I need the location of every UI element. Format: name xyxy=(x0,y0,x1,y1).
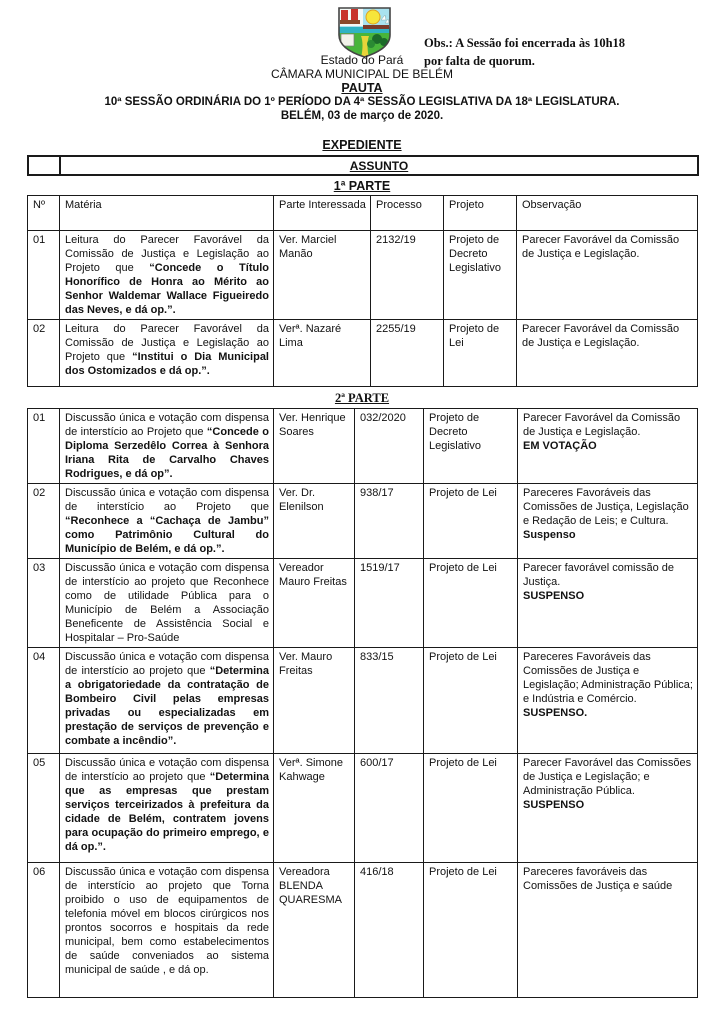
cell-projeto: Projeto de Lei xyxy=(424,484,518,559)
part1-heading: 1ª PARTE xyxy=(333,179,391,193)
cell-materia xyxy=(60,320,274,387)
obs-status: SUSPENSO xyxy=(523,590,585,602)
cell-materia xyxy=(60,484,274,559)
cell-materia xyxy=(60,648,274,754)
obs-text: Parecer Favorável das Comissões de Justiça e Legislação; e Administração Pública. xyxy=(523,757,692,797)
cell-processo: 1519/17 xyxy=(355,559,424,648)
table-row xyxy=(28,863,698,998)
col-header-materia: Matéria xyxy=(60,196,274,231)
cell-num: 06 xyxy=(28,863,60,998)
cell-materia xyxy=(60,409,274,484)
cell-num: 02 xyxy=(28,484,60,559)
materia-text: Discussão única e votação com dispensa de interstício ao projeto que Torna proibido o uso de equipamentos de telefonia móvel em blocos cirúrgicos nos prontos socorros e hospitais da rede municipal, bem como estabelecimentos de saúde conveniados ao sistema municipal de saúde , e dá op. xyxy=(65,866,269,976)
materia-title: “Determina que as empresas que prestam serviços terceirizados à prefeitura da cidade de Belém, contratem jovens para ocupação do primeiro emprego, e dá op.”. xyxy=(65,771,269,853)
table-header-row xyxy=(28,196,698,231)
cell-observacao xyxy=(518,648,698,754)
cell-parte: Ver. Marciel Manão xyxy=(274,231,371,320)
table-row xyxy=(28,648,698,754)
obs-text: Parecer Favorável da Comissão de Justiça e Legislação. xyxy=(522,323,680,349)
cell-materia xyxy=(60,754,274,863)
cell-processo: 833/15 xyxy=(355,648,424,754)
col-header-parte: Parte Interessada xyxy=(274,196,371,231)
obs-text: Parecer Favorável da Comissão de Justiça e Legislação. xyxy=(522,234,680,260)
cell-parte: Vereadora BLENDA QUARESMA xyxy=(274,863,355,998)
agenda-table-part1 xyxy=(27,195,698,387)
cell-num: 01 xyxy=(28,409,60,484)
cell-projeto: Projeto de Lei xyxy=(424,754,518,863)
cell-observacao xyxy=(518,863,698,998)
assunto-heading: ASSUNTO xyxy=(60,156,698,175)
cell-processo: 2255/19 xyxy=(371,320,444,387)
session-title: 10ª SESSÃO ORDINÁRIA DO 1º PERÍODO DA 4ª SESSÃO LEGISLATIVA DA 18ª LEGISLATURA. xyxy=(104,96,620,108)
cell-projeto: Projeto de Lei xyxy=(424,863,518,998)
cell-observacao xyxy=(518,559,698,648)
materia-text: Discussão única e votação com dispensa de interstício ao projeto que xyxy=(65,757,269,783)
cell-num: 05 xyxy=(28,754,60,863)
obs-status: EM VOTAÇÃO xyxy=(523,440,597,452)
cell-processo: 416/18 xyxy=(355,863,424,998)
cell-projeto: Projeto de Lei xyxy=(424,559,518,648)
cell-projeto: Projeto de Lei xyxy=(444,320,517,387)
cell-observacao xyxy=(518,484,698,559)
materia-title: “Concede o Diploma Serzedêlo Correa à Senhora Iriana Rita de Carvalho Chaves Rodrigues, e dá op”. xyxy=(65,426,270,480)
obs-text: Pareceres Favoráveis das Comissões de Justiça, Legislação e Redação de Leis; e Cultura. xyxy=(523,487,689,527)
obs-text: Parecer Favorável da Comissão de Justiça e Legislação. xyxy=(523,412,681,438)
materia-text: Discussão única e votação com dispensa de interstício ao projeto que Reconhece como de utilidade Pública para o Município de Belém a Associação Beneficente de Assistência Social e Hospitalar – Pro-Saúde xyxy=(65,562,269,644)
part2-heading: 2ª PARTE xyxy=(334,391,390,405)
obs-status: Suspenso xyxy=(523,529,576,541)
cell-observacao xyxy=(518,754,698,863)
state-label: Estado do Pará xyxy=(320,53,404,67)
cell-observacao xyxy=(518,409,698,484)
agenda-table-part2 xyxy=(27,408,698,998)
cell-materia xyxy=(60,559,274,648)
expediente-heading: EXPEDIENTE xyxy=(322,138,402,152)
session-closed-note-line2: por falta de quorum. xyxy=(424,53,535,68)
table-row xyxy=(28,409,698,484)
cell-processo: 600/17 xyxy=(355,754,424,863)
obs-text: Parecer favorável comissão de Justiça. xyxy=(523,562,675,588)
materia-text: Discussão única e votação com dispensa de interstício ao projeto que xyxy=(65,651,269,677)
cell-num: 01 xyxy=(28,231,60,320)
cell-projeto: Projeto de Lei xyxy=(424,648,518,754)
cell-observacao xyxy=(517,320,698,387)
obs-status: SUSPENSO. xyxy=(523,707,588,719)
cell-parte: Ver. Mauro Freitas xyxy=(274,648,355,754)
assunto-table xyxy=(27,155,699,176)
cell-observacao xyxy=(517,231,698,320)
cell-num: 04 xyxy=(28,648,60,754)
cell-parte: Ver. Dr. Elenilson xyxy=(274,484,355,559)
table-row xyxy=(28,559,698,648)
cell-parte: Verª. Nazaré Lima xyxy=(274,320,371,387)
session-closed-note-line1: Obs.: A Sessão foi encerrada às 10h18 xyxy=(424,36,626,50)
cell-materia xyxy=(60,231,274,320)
cell-num: 02 xyxy=(28,320,60,387)
belem-coat-of-arms-icon xyxy=(337,6,392,60)
cell-parte: Ver. Henrique Soares xyxy=(274,409,355,484)
col-header-processo: Processo xyxy=(371,196,444,231)
obs-text: Pareceres Favoráveis das Comissões de Justiça e Legislação; Administração Pública; e Indústria e Comércio. xyxy=(523,651,693,705)
materia-title: “Institui o Dia Municipal dos Ostomizados e dá op.”. xyxy=(65,351,269,377)
date-line: BELÉM, 03 de março de 2020. xyxy=(280,110,444,122)
org-name: CÂMARA MUNICIPAL DE BELÉM xyxy=(270,67,454,81)
materia-text: Discussão única e votação com dispensa de interstício ao Projeto que xyxy=(65,487,269,513)
col-header-observacao: Observação xyxy=(517,196,698,231)
cell-materia xyxy=(60,863,274,998)
cell-processo: 938/17 xyxy=(355,484,424,559)
materia-text: Leitura do Parecer Favorável da Comissão de Justiça e Legislação ao Projeto que xyxy=(65,323,269,363)
cell-processo: 2132/19 xyxy=(371,231,444,320)
table-row xyxy=(28,484,698,559)
cell-parte: Verª. Simone Kahwage xyxy=(274,754,355,863)
cell-parte: Vereador Mauro Freitas xyxy=(274,559,355,648)
obs-status: SUSPENSO xyxy=(523,799,585,811)
col-header-num: Nº xyxy=(28,196,60,231)
table-row xyxy=(28,320,698,387)
cell-projeto: Projeto de Decreto Legislativo xyxy=(444,231,517,320)
materia-title: “Concede o Título Honorífico de Honra ao Mérito ao Senhor Waldemar Wallace Figueiredo das Neves, e dá op.”. xyxy=(65,262,269,316)
cell-projeto: Projeto de Decreto Legislativo xyxy=(424,409,518,484)
col-header-projeto: Projeto xyxy=(444,196,517,231)
materia-title: “Determina a obrigatoriedade da contratação de Bombeiro Civil pelas empresas privadas ou especializadas em prestação de serviços de prevenção e combate a incêndio”. xyxy=(65,665,269,747)
doc-title: PAUTA xyxy=(341,81,383,95)
table-row xyxy=(28,231,698,320)
cell-processo: 032/2020 xyxy=(355,409,424,484)
table-row xyxy=(28,754,698,863)
obs-text: Pareceres favoráveis das Comissões de Justiça e saúde xyxy=(523,866,673,892)
materia-text: Discussão única e votação com dispensa de interstício ao Projeto que xyxy=(65,412,269,438)
cell-num: 03 xyxy=(28,559,60,648)
assunto-empty-cell xyxy=(28,156,60,175)
document-header xyxy=(0,0,724,133)
materia-title: “Reconhece a “Cachaça de Jambu” como Patrimônio Cultural do Município de Belém, e dá op.”. xyxy=(65,515,269,555)
materia-text: Leitura do Parecer Favorável da Comissão de Justiça e Legislação ao Projeto que xyxy=(65,234,269,274)
